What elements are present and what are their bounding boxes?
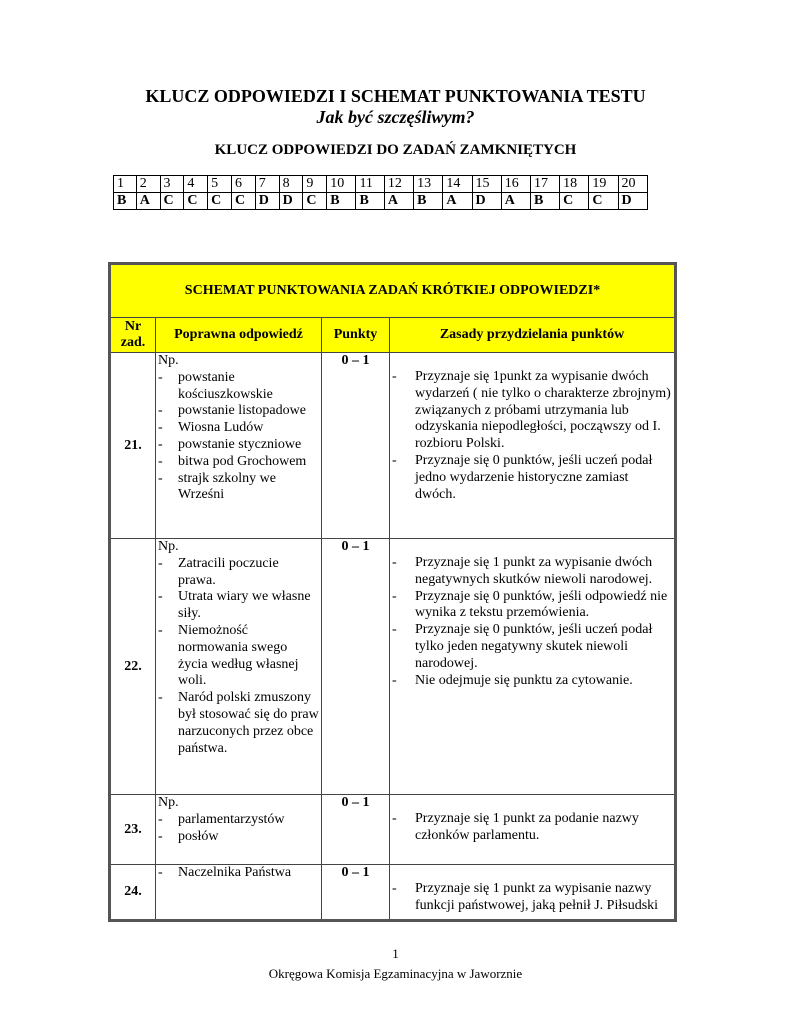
key-answer-cell: A [501,193,530,210]
key-answer-cell: B [530,193,559,210]
key-number-cell: 4 [184,176,208,193]
scheme-row [110,865,676,921]
scheme-row [110,353,676,539]
rules-list [392,369,672,503]
key-number-cell: 13 [414,176,443,193]
key-answer-cell: A [136,193,160,210]
key-answer-cell: A [443,193,472,210]
key-number-cell: 14 [443,176,472,193]
answer-item: - parlamentarzystów [158,812,319,829]
task-number: 24. [110,865,156,921]
key-number-cell: 11 [356,176,384,193]
key-number-cell: 12 [384,176,413,193]
correct-answer-cell [156,539,322,795]
rules-list [392,555,672,689]
answer-key-answers-row [114,193,648,210]
rules-list [392,881,672,915]
answer-list [158,556,319,758]
key-answer-cell: C [589,193,618,210]
footer-organization: Okręgowa Komisja Egzaminacyjna w Jaworznie [268,966,523,981]
col-header-nr: Nr zad. [110,318,156,353]
task-number: 23. [110,795,156,865]
points-cell: 0 – 1 [322,539,390,795]
key-number-cell: 15 [472,176,501,193]
answer-item: - posłów [158,829,319,846]
key-number-cell: 9 [303,176,327,193]
key-answer-cell: B [327,193,356,210]
task-number: 21. [110,353,156,539]
col-header-rules: Zasady przydzielania punktów [390,318,676,353]
key-answer-cell: C [160,193,184,210]
key-number-cell: 19 [589,176,618,193]
answer-intro: Np. [158,353,179,368]
answer-list [158,812,319,846]
key-number-cell: 1 [114,176,137,193]
answer-item: - Zatracili poczucie prawa. [158,556,319,590]
correct-answer-cell [156,353,322,539]
rule-item: - Przyznaje się 1punkt za wypisanie dwóch wydarzeń ( nie tylko o charakterze zbrojnym) związanych z próbami utrzymania lub odzyskania niepodległości, począwszy od I. rozbioru Polski. [392,369,672,453]
answer-item: - powstanie listopadowe [158,403,319,420]
rules-list [392,811,672,845]
scheme-row [110,539,676,795]
rule-item: - Nie odejmuje się punktu za cytowanie. [392,673,672,690]
answer-item: - Niemożność normowania swego życia według własnej woli. [158,623,319,690]
key-number-cell: 7 [255,176,279,193]
key-number-cell: 18 [560,176,589,193]
key-number-cell: 8 [279,176,303,193]
points-cell: 0 – 1 [322,795,390,865]
rule-item: - Przyznaje się 1 punkt za wypisanie nazwy funkcji państwowej, jaką pełnił J. Piłsudski [392,881,672,915]
answer-intro: Np. [158,795,179,810]
key-answer-cell: D [255,193,279,210]
answer-key-numbers-row [114,176,648,193]
scheme-row [110,795,676,865]
key-number-cell: 3 [160,176,184,193]
key-number-cell: 10 [327,176,356,193]
col-header-points: Punkty [322,318,390,353]
answer-intro: Np. [158,539,179,554]
answer-item: - strajk szkolny we Wrześni [158,471,319,505]
key-answer-cell: D [618,193,647,210]
key-answer-cell: D [279,193,303,210]
rule-item: - Przyznaje się 0 punktów, jeśli odpowiedź nie wynika z tekstu przemówienia. [392,589,672,623]
points-cell: 0 – 1 [322,865,390,921]
answer-item: - Naród polski zmuszony był stosować się do praw narzuconych przez obce państwa. [158,690,319,757]
key-number-cell: 20 [618,176,647,193]
answer-key-heading: KLUCZ ODPOWIEDZI DO ZADAŃ ZAMKNIĘTYCH [214,142,577,158]
answer-item: - bitwa pod Grochowem [158,454,319,471]
key-answer-cell: B [356,193,384,210]
key-answer-cell: C [303,193,327,210]
key-answer-cell: D [472,193,501,210]
rule-item: - Przyznaje się 0 punktów, jeśli uczeń podał jedno wydarzenie historyczne zamiast dwóch. [392,453,672,503]
rules-cell [390,865,676,921]
key-answer-cell: C [560,193,589,210]
correct-answer-cell [156,865,322,921]
answer-item: - powstanie kościuszkowskie [158,370,319,404]
key-answer-cell: C [184,193,208,210]
key-number-cell: 2 [136,176,160,193]
col-header-answer: Poprawna odpowiedź [156,318,322,353]
rules-cell [390,353,676,539]
rule-item: - Przyznaje się 1 punkt za wypisanie dwóch negatywnych skutków niewoli narodowej. [392,555,672,589]
correct-answer-cell [156,795,322,865]
rules-cell [390,795,676,865]
page-number: 1 [392,946,399,961]
key-number-cell: 6 [231,176,255,193]
key-number-cell: 5 [208,176,232,193]
answer-list [158,370,319,504]
answer-item: - Naczelnika Państwa [158,865,319,882]
answer-item: - Wiosna Ludów [158,420,319,437]
key-answer-cell: B [414,193,443,210]
rule-item: - Przyznaje się 1 punkt za podanie nazwy członków parlamentu. [392,811,672,845]
answer-list [158,865,319,882]
answer-item: - powstanie styczniowe [158,437,319,454]
points-cell: 0 – 1 [322,353,390,539]
scoring-scheme-table [108,262,677,922]
scheme-heading: SCHEMAT PUNKTOWANIA ZADAŃ KRÓTKIEJ ODPOWIEDZI* [110,264,676,318]
key-answer-cell: C [208,193,232,210]
key-answer-cell: C [231,193,255,210]
key-answer-cell: B [114,193,137,210]
answer-item: - Utrata wiary we własne siły. [158,589,319,623]
rules-cell [390,539,676,795]
key-number-cell: 16 [501,176,530,193]
rule-item: - Przyznaje się 0 punktów, jeśli uczeń podał tylko jeden negatywny skutek niewoli narodowej. [392,622,672,672]
answer-key-table [113,175,648,210]
task-number: 22. [110,539,156,795]
key-answer-cell: A [384,193,413,210]
document-title: KLUCZ ODPOWIEDZI I SCHEMAT PUNKTOWANIA TESTU [145,86,646,106]
document-subtitle: Jak być szczęśliwym? [316,107,475,127]
key-number-cell: 17 [530,176,559,193]
